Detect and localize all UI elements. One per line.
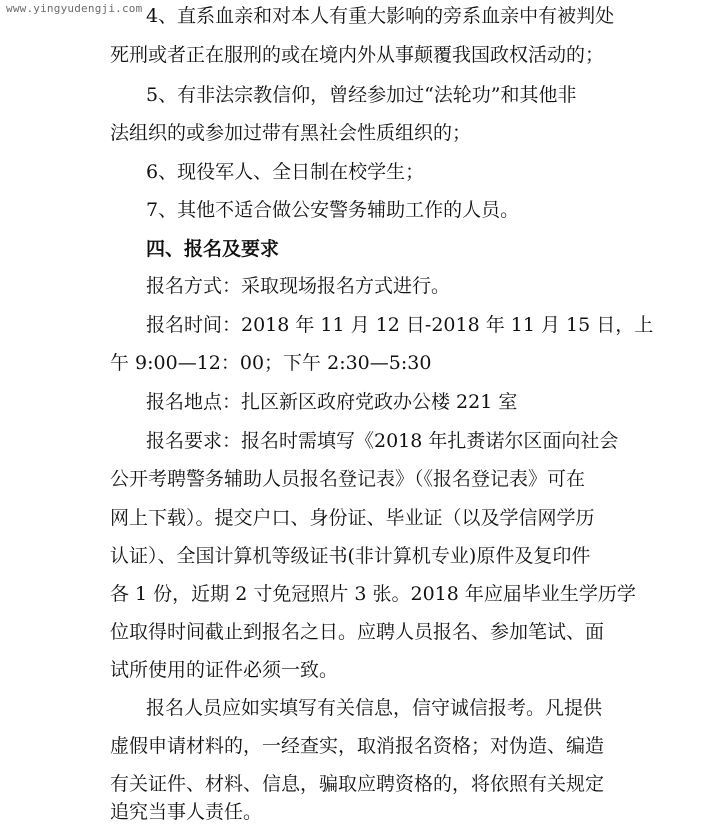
- text-line-11: 报名地点：扎区新区政府党政办公楼 221 室: [146, 391, 518, 413]
- text-line-1: 4、直系血亲和对本人有重大影响的旁系血亲中有被判处: [146, 5, 615, 27]
- text-line-20: 虚假申请材料的，一经查实，取消报名资格；对伪造、编造: [110, 735, 605, 757]
- watermark-url: www.yingyudengji.com: [6, 2, 143, 15]
- text-line-9: 报名时间：2018 年 11 月 12 日-2018 年 11 月 15 日，上: [146, 314, 654, 336]
- text-line-4: 法组织的或参加过带有黑社会性质组织的；: [110, 122, 472, 144]
- text-line-6: 7、其他不适合做公安警务辅助工作的人员。: [146, 199, 520, 221]
- text-line-12: 报名要求：报名时需填写《2018 年扎赉诺尔区面向社会: [146, 430, 619, 452]
- text-line-13: 公开考聘警务辅助人员报名登记表》（《报名登记表》可在: [110, 468, 586, 490]
- text-line-16: 各 1 份，近期 2 寸免冠照片 3 张。2018 年应届毕业生学历学: [110, 583, 636, 605]
- text-line-19: 报名人员应如实填写有关信息，信守诚信报考。凡提供: [146, 697, 603, 719]
- text-line-5: 6、现役军人、全日制在校学生；: [146, 161, 425, 183]
- text-line-2: 死刑或者正在服刑的或在境内外从事颠覆我国政权活动的；: [110, 44, 605, 66]
- text-line-18: 试所使用的证件必须一致。: [110, 659, 339, 681]
- section-heading: 四、报名及要求: [146, 238, 280, 260]
- text-line-3: 5、有非法宗教信仰，曾经参加过“法轮功”和其他非: [146, 84, 577, 106]
- text-line-14: 网上下载）。提交户口、身份证、毕业证（以及学信网学历: [110, 507, 595, 529]
- text-line-22: 追究当事人责任。: [110, 801, 263, 823]
- text-line-10: 午 9:00—12：00；下午 2:30—5:30: [110, 352, 432, 374]
- text-line-8: 报名方式：采取现场报名方式进行。: [146, 275, 451, 297]
- text-line-15: 认证）、全国计算机等级证书(非计算机专业)原件及复印件: [110, 545, 591, 567]
- text-line-17: 位取得时间截止到报名之日。应聘人员报名、参加笔试、面: [110, 621, 605, 643]
- text-line-21: 有关证件、材料、信息，骗取应聘资格的，将依照有关规定: [110, 773, 605, 795]
